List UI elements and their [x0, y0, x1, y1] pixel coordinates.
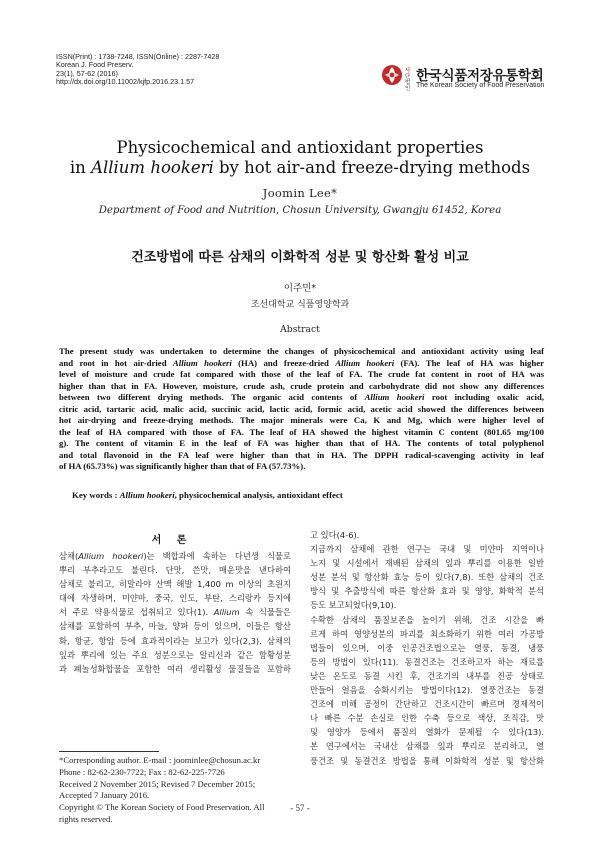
- society-name-korean: 한국식품저장유통학회: [416, 68, 544, 84]
- body-line: 대에 자생하며, 미얀마, 중국, 인도, 부탄, 스리랑카 등지에: [59, 593, 291, 604]
- body-line: 노지 및 시설에서 재배된 삼채의 잎과 뿌리를 이용한 일반: [310, 558, 544, 569]
- body-line: 풍건조 및 동결건조 방법을 통해 이화학적 성분 및 항산화: [310, 755, 544, 766]
- body-line: 법들이 있으며, 이중 인공건조법으로는 열풍, 동결, 냉풍: [310, 642, 544, 653]
- body-line: 나 빠른 수분 손실로 인한 수축 등으로 색상, 조직감, 맛: [310, 713, 544, 724]
- korean-title: 건조방법에 따른 삼채의 이화학적 성분 및 항산화 활성 비교: [131, 250, 469, 265]
- abstract-line: higher than that in FA. However, moisture, crude ash, crude protein and carbohydrate did not show any differences: [59, 380, 544, 391]
- page-number: - 57 -: [290, 803, 310, 813]
- body-line: 과 폐놀성화합물을 포함한 여러 생리활성 물질들을 포함하: [59, 663, 291, 674]
- keywords-label: Key words :: [72, 490, 120, 500]
- korean-affiliation: 조선대학교 식품영양학과: [250, 300, 350, 310]
- author-name: Joomin Lee*: [262, 186, 338, 200]
- meta-volume: 23(1), 57-62 (2016): [56, 68, 118, 78]
- species-name: Allium hookeri: [172, 357, 232, 368]
- body-line: 삼채로 불리고, 히말라야 산맥 해발 1,400 m 이상의 초원지: [59, 579, 291, 590]
- body-line: 및 영양가 등에서 품질의 열화가 문제될 수 있다(13).: [310, 727, 544, 738]
- body-line: 본 연구에서는 국내산 삼채를 잎과 뿌리로 분리하고, 열: [310, 741, 544, 752]
- footnote-received: Received 2 November 2015; Revised 7 December 2015;: [59, 778, 256, 789]
- body-line: 잎과 뿌리에 있는 주요 성분으로는 알리신과 같은 함황성분: [59, 649, 291, 660]
- body-line: 지금까지 삼채에 관한 연구는 국내 및 미얀마 지역이나: [310, 544, 544, 555]
- meta-journal: Korean J. Food Preserv.: [56, 60, 134, 70]
- body-line: 르게 하여 영양성분의 파괴를 최소화하기 위한 여러 가공방: [310, 628, 544, 639]
- body-line: 삼채(Allium hookeri)는 백합과에 속하는 다년생 식물로: [59, 551, 291, 561]
- body-line: 뿌리 부추라고도 불린다. 단맛, 쓴맛, 매운맛을 낸다하여: [59, 565, 291, 576]
- footnote-divider: [59, 751, 159, 752]
- abstract-line: g). The content of vitamin E in the leaf of FA was higher than that of HA. The contents of total polyphenol: [59, 438, 544, 449]
- logo-small-text: 사단법인: [405, 68, 411, 92]
- body-line: 화, 항균, 항암 등에 효과적이라는 보고가 있다(2,3). 삼채의: [59, 635, 291, 646]
- abstract-line: of HA (65.73%) was significantly higher than that of FA (57.73%).: [59, 461, 306, 472]
- body-line: 고 있다(4-6).: [310, 530, 360, 540]
- abstract-line: hot air-drying and freeze-drying methods. The major minerals were Ca, K and Mg, which were higher level of: [59, 415, 544, 426]
- abstract-line: level of moisture and crude fat compared with those of the leaf of FA. The crude fat content in root of HA was: [59, 369, 544, 380]
- abstract-body: [59, 346, 544, 473]
- abstract-line: citric acid, tartaric acid, malic acid, succinic acid, lactic acid, formic acid, acetic acid showed the differences between: [59, 403, 544, 414]
- abstract-line: and total flavonoid in the FA leaf were higher than that in HA. The DPPH radical-scavenging activity in leaf: [59, 449, 544, 460]
- meta-issn: ISSN(Print) : 1738-7248, ISSN(Online) : 2287-7428: [56, 52, 220, 61]
- korean-author: 이주민*: [283, 283, 317, 294]
- society-logo: [381, 62, 581, 96]
- title-species: Allium hookeri: [91, 158, 214, 177]
- species-name: Allium hookeri: [78, 551, 144, 561]
- footnote-phone: Phone : 82-62-230-7722; Fax : 82-62-225-7726: [59, 766, 225, 777]
- body-line: 서 주로 약용식물로 섭취되고 있다(1). Allium 속 식물들은: [59, 607, 291, 618]
- footnote-rights: rights reserved.: [59, 813, 113, 824]
- title-post: by hot air-and freeze-drying methods: [213, 158, 531, 177]
- body-line: 등의 방법이 있다(11). 동결건조는 건조하고자 하는 재료를: [310, 656, 544, 667]
- title-pre: in: [69, 158, 92, 177]
- abstract-line: the leaf of HA compared with those of FA. The leaf of HA showed the highest vitamin C content (801.65 mg/100: [59, 426, 544, 437]
- abstract-line: The present study was undertaken to determine the changes of physicochemical and antioxidant activity using leaf: [59, 346, 544, 356]
- society-emblem-icon: [381, 64, 403, 86]
- footnote-corresponding: *Corresponding author. E-mail : joominlee@chosun.ac.kr: [59, 755, 261, 765]
- body-line: 수확한 삼채의 품질보존을 높이기 위해, 건조 시간을 빠: [310, 614, 544, 625]
- footnote-copyright: Copyright © The Korean Society of Food Preservation. All: [59, 802, 265, 813]
- body-line: 만들어 얼음을 승화시키는 방법이다(12). 열풍건조는 동결: [310, 685, 544, 696]
- left-column: [59, 549, 291, 676]
- meta-doi[interactable]: http://dx.doi.org/10.11002/kjfp.2016.23.1.57: [56, 76, 195, 86]
- paper-title-line1: Physicochemical and antioxidant properties: [116, 138, 484, 157]
- keywords-rest: , physicochemical analysis, antioxidant effect: [174, 490, 343, 500]
- species-name: Allium: [213, 607, 240, 618]
- body-line: 방식 및 추출방식에 따른 항산화 효과 및 영양, 화학적 분석: [310, 586, 544, 597]
- abstract-line: and root in hot air-dried Allium hookeri (HA) and freeze-dried Allium hookeri (FA). The leaf of HA was higher: [59, 357, 545, 368]
- footnote-accepted: Accepted 7 January 2016.: [59, 790, 150, 801]
- body-line: 성분 분석 및 항산화 효능 등이 있다(7,8). 또한 삼채의 건조: [310, 572, 544, 583]
- body-line: 낮은 온도로 동결 시킨 후, 건조기의 내부를 진공 상태로: [310, 670, 544, 681]
- body-line: 등도 보고되었다(9,10).: [310, 600, 397, 611]
- species-name: Allium hookeri: [335, 357, 395, 368]
- footnote: [59, 755, 291, 826]
- body-line: 건조에 비해 공정이 간단하고 건조시간이 빠르며 경제적이: [310, 699, 544, 710]
- right-column: [310, 528, 544, 768]
- society-name-english: The Korean Society of Food Preservation: [416, 82, 545, 89]
- abstract-line: between two different drying methods. The organic acid contents of Allium hookeri root including oxalic acid,: [59, 392, 545, 403]
- keyword-species: Allium hookeri: [119, 490, 175, 500]
- species-name: Allium hookeri: [364, 392, 425, 403]
- paper-title-line2: [40, 158, 560, 178]
- journal-meta: [56, 53, 316, 86]
- keywords: [72, 490, 542, 500]
- abstract-heading: Abstract: [280, 324, 320, 335]
- section-heading-introduction: 서 론: [151, 535, 193, 546]
- body-line: 삼채를 포함하여 부추, 마늘, 양파 등이 있으며, 이들은 항산: [59, 621, 291, 632]
- author-affiliation: Department of Food and Nutrition, Chosun University, Gwangju 61452, Korea: [98, 205, 502, 216]
